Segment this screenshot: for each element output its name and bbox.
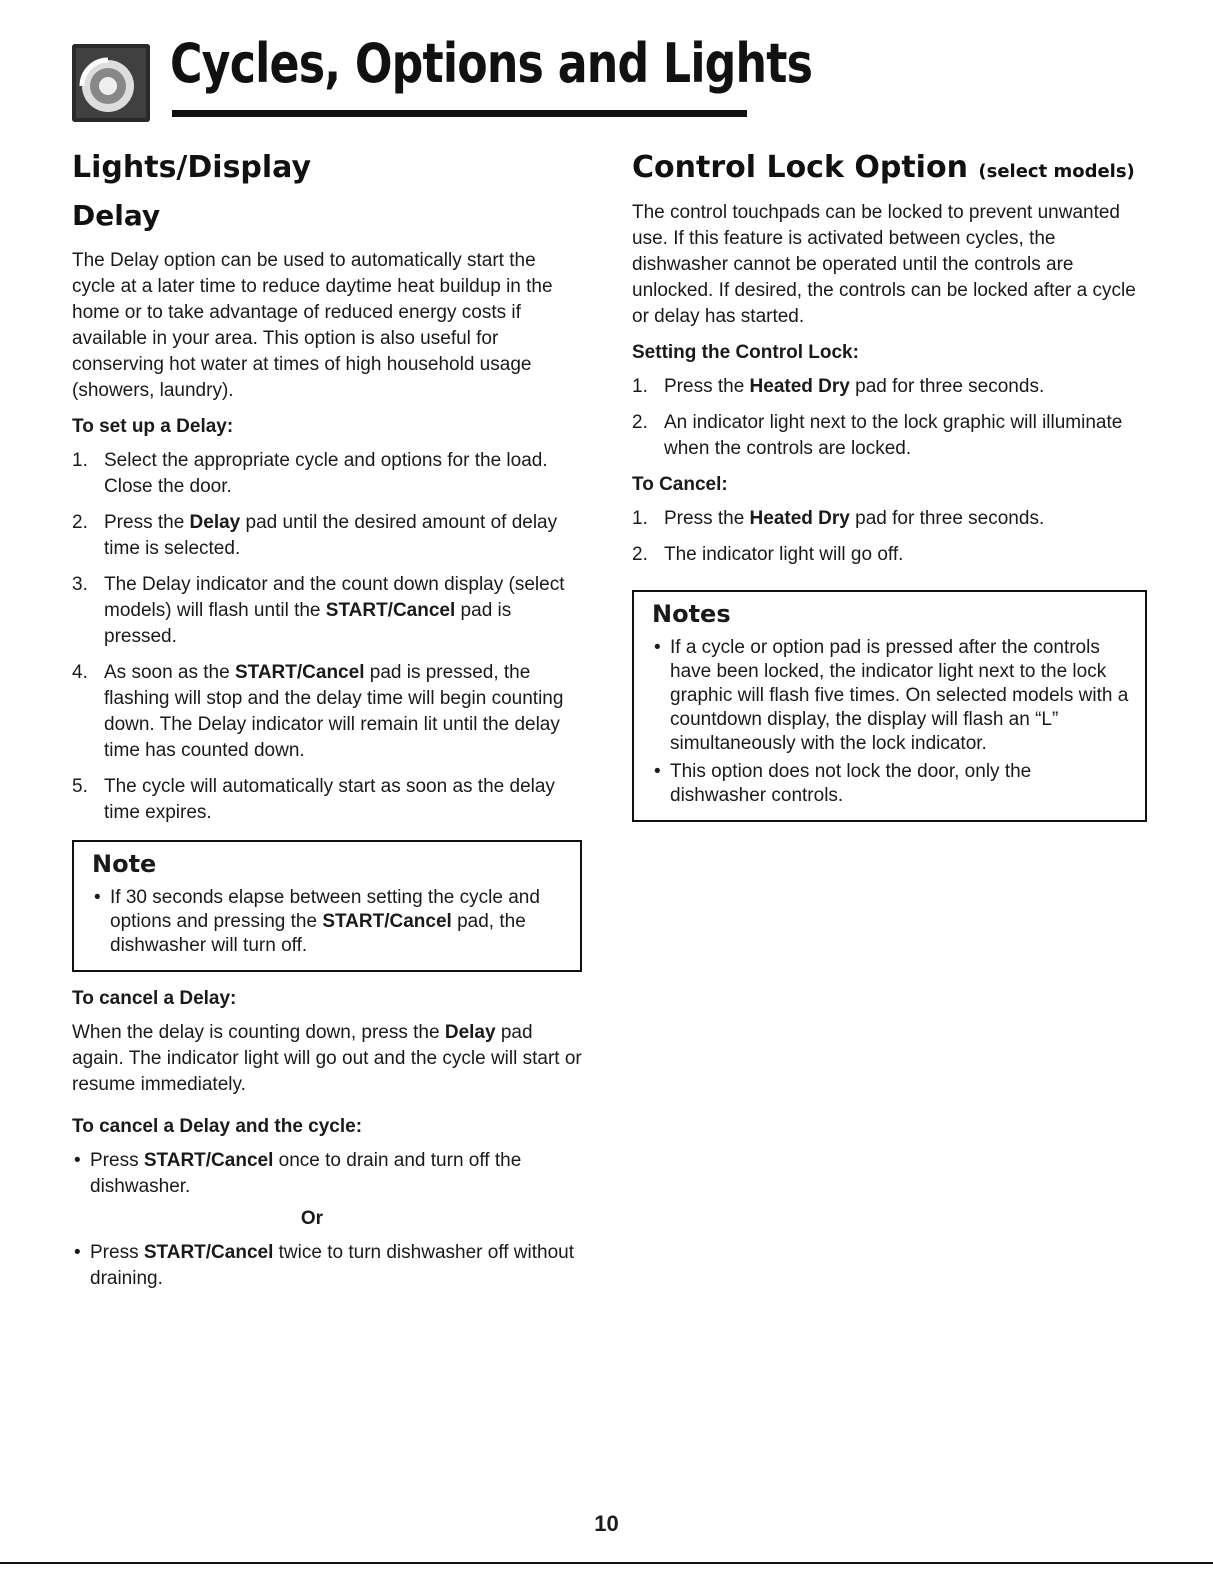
setting-lock-heading: Setting the Control Lock: xyxy=(632,342,859,363)
setup-delay-steps xyxy=(72,448,582,826)
list-item: • Press START/Cancel twice to turn dishwasher off without draining. xyxy=(72,1240,582,1292)
section-title-control-lock: Control Lock Option (select models) xyxy=(632,150,1135,185)
note-box xyxy=(72,840,582,972)
title-underline xyxy=(172,110,747,117)
left-column xyxy=(72,148,582,1298)
list-item: • Press START/Cancel once to drain and turn off the dishwasher. xyxy=(72,1148,582,1200)
list-item: 2. The indicator light will go off. xyxy=(632,544,904,565)
notes-box xyxy=(632,590,1147,822)
dishwasher-dial-icon xyxy=(72,44,150,122)
note-item: • This option does not lock the door, only the dishwasher controls. xyxy=(652,760,1131,808)
page-number: 10 xyxy=(594,1511,619,1536)
setting-lock-steps xyxy=(632,374,1147,462)
subsection-title-delay: Delay xyxy=(72,199,161,232)
list-item: 2. Press the Delay pad until the desired amount of delay time is selected. xyxy=(72,512,558,559)
page-title: Cycles, Options and Lights xyxy=(170,32,813,95)
cancel-delay-heading: To cancel a Delay: xyxy=(72,988,237,1009)
list-item: 1. Press the Heated Dry pad for three seconds. xyxy=(632,508,1045,529)
list-item: 5. The cycle will automatically start as soon as the delay time expires. xyxy=(72,776,555,823)
list-item: 3. The Delay indicator and the count down display (select models) will flash until the START/Cancel pad is pressed. xyxy=(72,574,565,647)
bottom-rule xyxy=(0,1562,1213,1564)
right-column xyxy=(632,148,1147,822)
setup-delay-heading: To set up a Delay: xyxy=(72,416,234,437)
delay-intro: The Delay option can be used to automatically start the cycle at a later time to reduce daytime heat buildup in the home or to take advantage of reduced energy costs if available in your area. This option is also useful for conserving hot water at times of high household usage (showers, laundry). xyxy=(72,250,553,401)
list-item: 1. Press the Heated Dry pad for three seconds. xyxy=(632,376,1045,397)
notes-title: Notes xyxy=(652,600,731,628)
or-separator: Or xyxy=(300,1208,324,1229)
cancel-lock-heading: To Cancel: xyxy=(632,474,728,495)
list-item: 1. Select the appropriate cycle and options for the load. Close the door. xyxy=(72,450,548,497)
section-title-lights-display: Lights/Display xyxy=(72,150,312,185)
list-item: 2. An indicator light next to the lock graphic will illuminate when the controls are locked. xyxy=(632,412,1123,459)
cancel-lock-steps xyxy=(632,506,1147,568)
cancel-delay-cycle-heading: To cancel a Delay and the cycle: xyxy=(72,1116,363,1137)
note-item: • If a cycle or option pad is pressed after the controls have been locked, the indicator light next to the lock graphic will flash five times. On selected models with a countdown display, the display will flash an “L” simultaneously with the lock indicator. xyxy=(652,636,1131,756)
list-item: 4. As soon as the START/Cancel pad is pressed, the flashing will stop and the delay time will begin counting down. The Delay indicator will remain lit until the delay time has counted down. xyxy=(72,662,564,761)
cancel-delay-text: When the delay is counting down, press the Delay pad again. The indicator light will go out and the cycle will start or resume immediately. xyxy=(72,1022,582,1095)
note-item: • If 30 seconds elapse between setting the cycle and options and pressing the START/Cancel pad, the dishwasher will turn off. xyxy=(92,886,566,958)
note-title: Note xyxy=(92,850,157,878)
control-lock-intro: The control touchpads can be locked to prevent unwanted use. If this feature is activated between cycles, the dishwasher cannot be operated until the controls are unlocked. If desired, the controls can be locked after a cycle or delay has started. xyxy=(632,202,1136,327)
